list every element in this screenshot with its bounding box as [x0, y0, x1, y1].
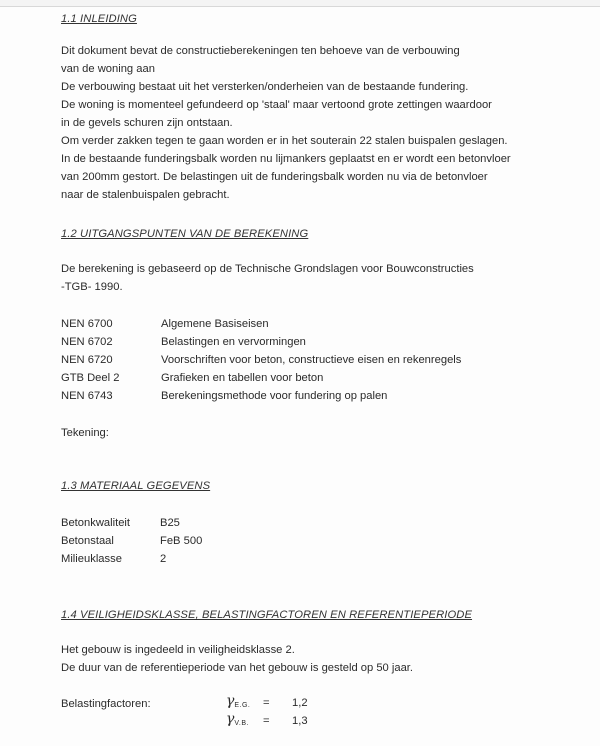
material-value: 2 — [160, 553, 167, 565]
gamma-vb-symbol: γV.B. — [226, 711, 249, 727]
paragraph-line: in de gevels schuren zijn ontstaan. — [61, 117, 233, 129]
paragraph-line: Dit dokument bevat de constructieberekeningen ten behoeve van de verbouwing — [61, 45, 460, 57]
norm-description: Voorschriften voor beton, constructieve eisen en rekenregels — [161, 354, 462, 366]
material-value: FeB 500 — [160, 535, 203, 547]
paragraph-line: De verbouwing bestaat uit het versterken/onderheien van de bestaande fundering. — [61, 81, 469, 93]
norm-description: Berekeningsmethode voor fundering op palen — [161, 390, 388, 402]
norm-description: Grafieken en tabellen voor beton — [161, 372, 324, 384]
paragraph-line: van 200mm gestort. De belastingen uit de funderingsbalk worden nu via de betonvloer — [61, 171, 488, 183]
paragraph-line: naar de stalenbuispalen gebracht. — [61, 189, 230, 201]
material-label: Betonstaal — [61, 535, 114, 547]
equals-sign: = — [263, 715, 270, 727]
section-heading-materiaal: 1.3 MATERIAAL GEGEVENS — [61, 480, 211, 492]
equals-sign: = — [263, 697, 270, 709]
norm-code: NEN 6702 — [61, 336, 113, 348]
paragraph-line: -TGB- 1990. — [61, 281, 123, 293]
page-top-edge — [0, 0, 600, 7]
section-heading-veiligheidsklasse: 1.4 VEILIGHEIDSKLASSE, BELASTINGFACTOREN EN REFERENTIEPERIODE — [61, 609, 473, 621]
paragraph-line: van de woning aan — [61, 63, 155, 75]
norm-code: NEN 6720 — [61, 354, 113, 366]
paragraph-line: Om verder zakken tegen te gaan worden er in het souterain 22 stalen buispalen geslagen. — [61, 135, 508, 147]
norm-code: GTB Deel 2 — [61, 372, 120, 384]
factor-value: 1,2 — [292, 697, 308, 709]
gamma-vb-subscript: V.B. — [234, 720, 249, 727]
norm-description: Belastingen en vervormingen — [161, 336, 306, 348]
factors-label: Belastingfactoren: — [61, 698, 151, 710]
gamma-eg-symbol: γE.G. — [226, 693, 251, 709]
section-heading-inleiding: 1.1 INLEIDING — [61, 13, 137, 25]
norm-code: NEN 6700 — [61, 318, 113, 330]
norm-code: NEN 6743 — [61, 390, 113, 402]
material-value: B25 — [160, 517, 180, 529]
paragraph-line: De berekening is gebaseerd op de Technische Grondslagen voor Bouwconstructies — [61, 263, 474, 275]
factor-value: 1,3 — [292, 715, 308, 727]
paragraph-line: De woning is momenteel gefundeerd op 'staal' maar vertoond grote zettingen waardoor — [61, 99, 492, 111]
paragraph-line: In de bestaande funderingsbalk worden nu lijmankers geplaatst en er wordt een betonvloer — [61, 153, 511, 165]
paragraph-line: De duur van de referentieperiode van het gebouw is gesteld op 50 jaar. — [61, 662, 414, 674]
material-label: Milieuklasse — [61, 553, 122, 565]
norm-description: Algemene Basiseisen — [161, 318, 269, 330]
section-heading-uitgangspunten: 1.2 UITGANGSPUNTEN VAN DE BEREKENING — [61, 228, 309, 240]
gamma-eg-subscript: E.G. — [234, 702, 251, 709]
material-label: Betonkwaliteit — [61, 517, 131, 529]
drawing-label: Tekening: — [61, 427, 109, 439]
paragraph-line: Het gebouw is ingedeeld in veiligheidsklasse 2. — [61, 644, 295, 656]
